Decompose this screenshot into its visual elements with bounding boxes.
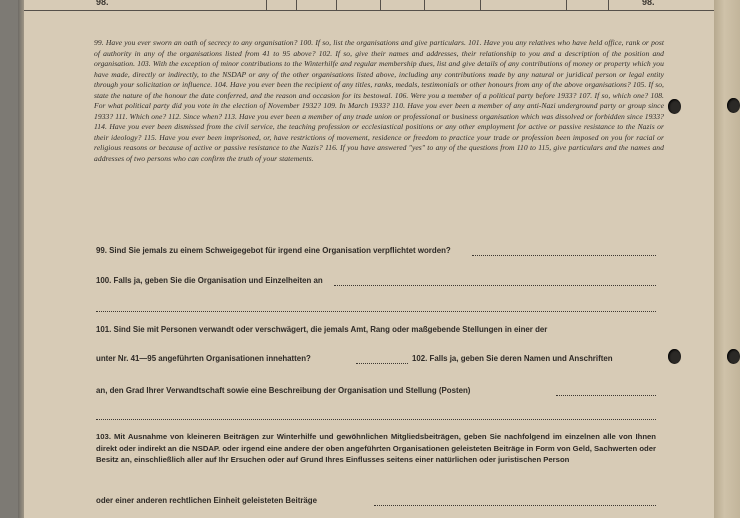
punch-hole: [668, 349, 681, 364]
question-101-line2: unter Nr. 41—95 angeführten Organisationen innehatten?: [96, 354, 311, 363]
table-column-divider: [296, 0, 297, 11]
answer-line-102-extra[interactable]: [96, 418, 656, 420]
answer-line-100[interactable]: [334, 284, 656, 286]
answer-line-102[interactable]: [556, 394, 656, 396]
table-bottom-line: [24, 10, 714, 11]
question-103: 103. Mit Ausnahme von kleineren Beiträgen zur Winterhilfe und gewöhnlichen Mitgliedsbeiträgen, geben Sie nachfolgend im einzelnen alle von Ihnen direkt oder indirekt an die NSDAP. oder irgend eine andere der oben angeführten Organisationen geleisteten Beiträge in Form von Geld, Sachwerten oder Besitz an, einschließlich aller auf Ihr Ersuchen oder auf Grund Ihres Einflusses seitens einer natürlichen oder juristischen Person: [96, 432, 656, 464]
table-column-divider: [380, 0, 381, 11]
answer-line-103[interactable]: [374, 504, 656, 506]
punch-hole: [668, 99, 681, 114]
table-column-divider: [266, 0, 267, 11]
question-102-line1: 102. Falls ja, geben Sie deren Namen und Anschriften: [412, 354, 613, 363]
question-102-line2: an, den Grad Ihrer Verwandtschaft sowie eine Beschreibung der Organisation und Stellung (Posten): [96, 386, 471, 395]
answer-line-100-extra[interactable]: [96, 310, 656, 312]
answer-line-99[interactable]: [472, 254, 656, 256]
next-page-edge: [714, 0, 740, 518]
row-number-right: 98.: [642, 0, 655, 7]
question-101-line1: 101. Sind Sie mit Personen verwandt oder verschwägert, die jemals Amt, Rang oder maßgebende Stellungen in einer der: [96, 325, 548, 334]
question-103-last-line: oder einer anderen rechtlichen Einheit geleisteten Beiträge: [96, 496, 318, 505]
table-column-divider: [566, 0, 567, 11]
punch-hole: [727, 349, 740, 364]
question-99: 99. Sind Sie jemals zu einem Schweigegebot für irgend eine Organisation verpflichtet worden?: [96, 246, 451, 255]
question-100: 100. Falls ja, geben Sie die Organisation und Einzelheiten an: [96, 276, 323, 285]
punch-hole: [727, 98, 740, 113]
row-number-left: 98.: [96, 0, 109, 7]
form-page: [24, 0, 714, 518]
answer-line-101[interactable]: [356, 362, 408, 364]
english-questions-block: 99. Have you ever sworn an oath of secrecy to any organisation? 100. If so, list the organisations and give particulars. 101. Have you any relatives who have held office, rank or post of authority in any of the organisations listed from 41 to 95 above? 102. If so, give their names and addresses, their relationship to you and a description of the position and organisation. 103. With the exception of minor contributions to the Winterhilfe and regular membership dues, list and give details of any contributions of money or property which you have made, directly or indirectly, to the NSDAP or any of the other organisations listed above, including any contributions made by any natural or juridical person or legal entity through your solicitation or influence. 104. Have you ever been the recipient of any titles, ranks, medals, testimonials or other honours from any of the above organisations? 105. If so, state the nature of the honour the date conferred, and the reason and occasion for its bestowal. 106. Were you a member of a political party before 1933? 107. If so, which one? 108. For what political party did you vote in the election of November 1932? 109. In March 1933? 110. Have you ever been a member of any anti-Nazi underground party or group since 1933? 111. Which one? 112. Since when? 113. Have you ever been a member of any trade union or professional or business organisation which was dissolved or forbidden since 1933? 114. Have you ever been dismissed from the civil service, the teaching profession or ecclesiastical positions or any other employment for active or passive resistance to the Nazis or their ideology? 115. Have you ever been imprisoned, or, have restrictions of movement, residence or freedom to practice your trade or profession been imposed on you for racial or religious reasons or because of active or passive resistance to the Nazis? 116. If you have answered "yes" to any of the questions from 110 to 115, give particulars and the names and addresses of two persons who can confirm the truth of your statements.: [94, 38, 664, 164]
table-column-divider: [608, 0, 609, 11]
table-column-divider: [424, 0, 425, 11]
table-column-divider: [336, 0, 337, 11]
table-column-divider: [480, 0, 481, 11]
